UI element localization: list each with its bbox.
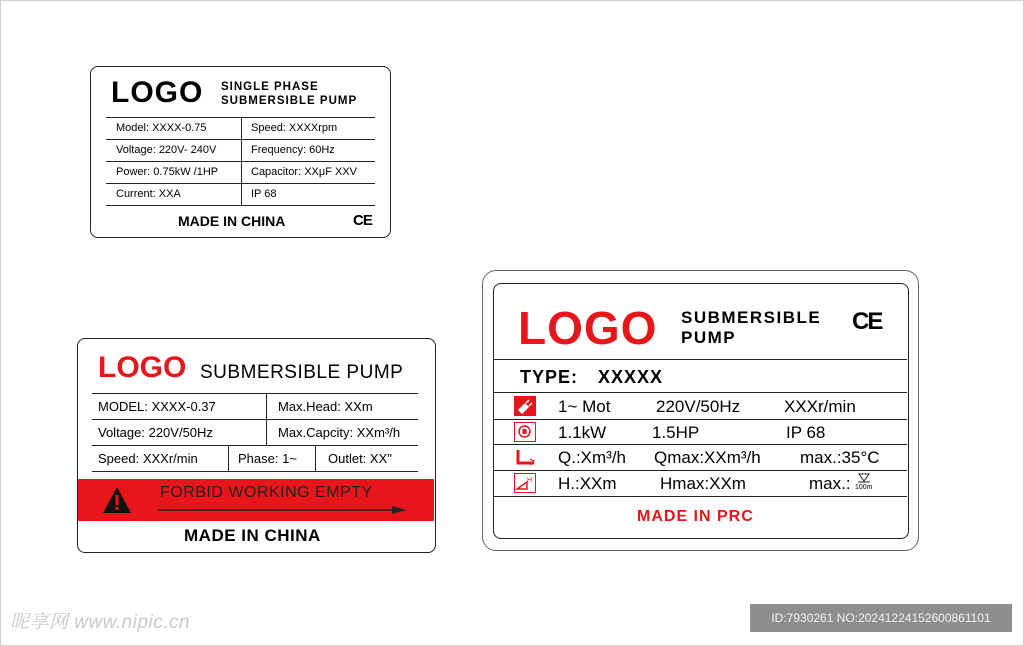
made-in-label: MADE IN CHINA xyxy=(178,213,286,229)
type-value: XXXXX xyxy=(598,367,664,387)
spec-phase-motor: 1~ Mot xyxy=(558,397,611,416)
made-in-label: MADE IN CHINA xyxy=(184,526,321,545)
title-line-2: SUBMERSIBLE PUMP xyxy=(221,95,358,107)
logo-text: LOGO xyxy=(98,351,187,384)
water-level-icon xyxy=(857,473,871,483)
spec-frequency: Frequency: 60Hz xyxy=(251,144,335,156)
spec-capacitor: Capacitor: XXμF XXV xyxy=(251,166,357,178)
spec-phase: Phase: 1~ xyxy=(238,451,297,466)
spec-power-hp: 1.5HP xyxy=(652,423,700,442)
title-line-2: PUMP xyxy=(681,328,737,347)
spec-max-head: Hmax:XXm xyxy=(660,474,746,493)
spec-speed: XXXr/min xyxy=(784,397,856,416)
spec-current: Current: XXA xyxy=(116,188,181,200)
spec-max-temp: max.:35°C xyxy=(800,448,880,467)
watermark-left: 昵享网 www.nipic.cn xyxy=(10,612,191,633)
title-line-1: SINGLE PHASE xyxy=(221,81,319,93)
spec-speed: Speed: XXXXrpm xyxy=(251,122,338,134)
logo-text: LOGO xyxy=(111,76,204,109)
nameplate-single-phase xyxy=(90,66,391,238)
spec-speed: Speed: XXXr/min xyxy=(98,451,198,466)
type-label: TYPE: xyxy=(520,367,579,387)
pump-title: SUBMERSIBLE PUMP xyxy=(200,362,404,383)
spec-ip: IP 68 xyxy=(251,188,277,200)
spec-voltage: 220V/50Hz xyxy=(656,397,741,416)
made-in-label: MADE IN PRC xyxy=(637,508,754,525)
spec-voltage: Voltage: 220V- 240V xyxy=(116,144,217,156)
title-line-1: SUBMERSIBLE xyxy=(681,308,822,327)
spec-power: Power: 0.75kW /1HP xyxy=(116,166,219,178)
spec-ip: IP 68 xyxy=(786,423,826,442)
plug-icon xyxy=(514,396,536,416)
flow-icon xyxy=(514,447,536,467)
spec-max-depth: max.: xyxy=(809,474,851,493)
watermark-id: ID:7930261 NO:20241224152600861101 xyxy=(750,604,1012,632)
spec-max-head: Max.Head: XXm xyxy=(278,399,373,414)
arrow-icon xyxy=(158,505,408,515)
spec-model: MODEL: XXXX-0.37 xyxy=(98,399,216,414)
depth-label: 100m xyxy=(855,484,873,491)
spec-head: H.:XXm xyxy=(558,474,617,493)
spec-max-capacity: Max.Capcity: XXm³/h xyxy=(278,425,401,440)
logo-text: LOGO xyxy=(518,302,658,354)
spec-voltage: Voltage: 220V/50Hz xyxy=(98,425,213,440)
ce-mark-icon: CE xyxy=(353,212,372,229)
nameplate-submersible-pump xyxy=(77,338,436,553)
svg-text:H: H xyxy=(527,477,533,484)
warning-text: FORBID WORKING EMPTY xyxy=(160,484,373,501)
ce-mark-icon: CE xyxy=(852,308,882,335)
head-icon xyxy=(514,473,536,493)
spec-model: Model: XXXX-0.75 xyxy=(116,122,207,134)
warning-triangle-icon xyxy=(101,485,133,515)
spec-power-kw: 1.1kW xyxy=(558,423,607,442)
spec-outlet: Outlet: XX" xyxy=(328,451,392,466)
spec-max-flow: Qmax:XXm³/h xyxy=(654,448,761,467)
nameplate-submersible-pump-prc xyxy=(493,283,909,539)
spec-flow: Q.:Xm³/h xyxy=(558,448,627,467)
motor-icon xyxy=(514,422,536,442)
